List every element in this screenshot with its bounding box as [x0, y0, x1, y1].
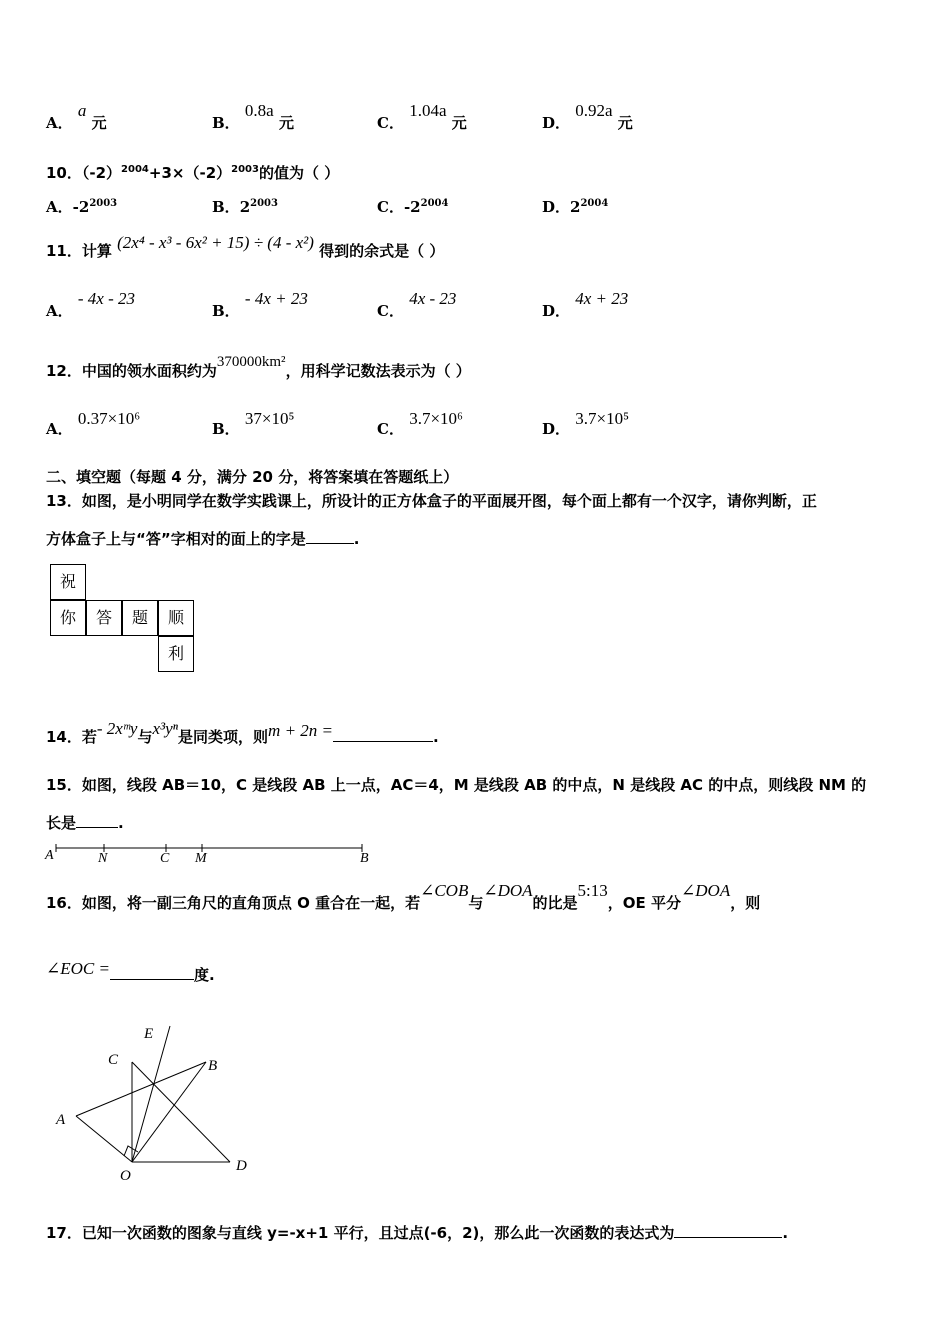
q10-option-c [377, 196, 448, 217]
q9-option-a [46, 101, 107, 133]
angle-doa-2: ∠DOA [681, 881, 731, 900]
option-unit: 元 [91, 114, 107, 132]
q15-end: . [118, 814, 124, 832]
net-cell-row: 题 [122, 600, 158, 636]
answer-blank[interactable] [333, 727, 433, 742]
q16-prefix: 16．如图，将一副三角尺的直角顶点 O 重合在一起，若 [46, 894, 421, 912]
answer-blank[interactable] [76, 813, 118, 828]
option-unit: 元 [617, 114, 633, 132]
question-number: 10． [46, 164, 82, 182]
q11-option-d [542, 289, 629, 321]
point-label-m: M [195, 851, 207, 866]
triangle-figure [50, 1020, 280, 1190]
option-label: B． [212, 420, 240, 438]
q14-mid: 与 [137, 728, 153, 746]
option-exp: 2004 [580, 198, 609, 209]
option-base: -2 [403, 198, 421, 216]
q9-option-c [377, 101, 467, 133]
line-cd [132, 1062, 230, 1162]
label-a: A [56, 1112, 66, 1128]
net-cell-row: 答 [86, 600, 122, 636]
angle-doa: ∠DOA [483, 881, 533, 900]
q11-suffix: 得到的余式是（ ） [319, 242, 445, 260]
q17-end: . [782, 1224, 789, 1242]
q14-suffix: 是同类项，则 [178, 728, 269, 746]
question-number: 12．中国的领水面积约为 [46, 362, 217, 380]
option-exp: 2003 [89, 198, 118, 209]
q11-option-a [46, 289, 135, 321]
q10-part: （-2） [81, 164, 122, 182]
option-expr: 0.8a [244, 101, 274, 120]
option-expr: 37×10⁵ [244, 409, 295, 428]
net-cell-bottom: 利 [158, 636, 194, 672]
option-label: A． [46, 302, 73, 320]
q15-text: 长是 [46, 814, 77, 832]
point-label-b: B [360, 851, 369, 866]
question-12 [46, 354, 471, 381]
segment-figure [44, 842, 384, 866]
option-expr: 4x + 23 [575, 289, 629, 308]
answer-blank[interactable] [674, 1223, 782, 1238]
option-expr: 0.37×10⁶ [77, 409, 141, 428]
option-label: A． [46, 198, 73, 216]
label-b: B [208, 1058, 218, 1074]
question-11 [46, 233, 445, 261]
q16-ratio: 5:13 [577, 881, 608, 900]
question-16-line2 [46, 959, 215, 985]
option-label: C． [377, 420, 404, 438]
question-17 [46, 1222, 788, 1243]
q13-end: . [353, 530, 360, 548]
question-10 [46, 162, 339, 183]
q12-suffix: ，用科学记数法表示为（ ） [285, 362, 471, 380]
option-label: D． [542, 114, 571, 132]
q12-option-a [46, 409, 141, 439]
q16-mid: 与 [468, 894, 484, 912]
net-cell-top: 祝 [50, 564, 86, 600]
question-13-line2 [46, 528, 359, 549]
question-14 [46, 719, 439, 747]
question-16 [46, 881, 761, 913]
option-label: B． [212, 114, 240, 132]
q17-text: 17．已知一次函数的图象与直线 y=-x+1 平行，且过点(-6，2)，那么此一次函数的表达式为 [46, 1224, 675, 1242]
option-expr: 1.04a [409, 101, 447, 120]
q12-area: 370000km² [216, 354, 286, 370]
net-cell-row: 你 [50, 600, 86, 636]
q12-option-d [542, 409, 630, 439]
angle-cob: ∠COB [420, 881, 469, 900]
line-oe [132, 1026, 170, 1162]
option-unit: 元 [451, 114, 467, 132]
option-expr: 4x - 23 [409, 289, 457, 308]
point-label-a: A [45, 848, 54, 863]
question-number: 11．计算 [46, 242, 112, 260]
q13-text: 方体盒子上与“答”字相对的面上的字是 [46, 530, 306, 548]
option-unit: 元 [278, 114, 294, 132]
q14-term2: x³yⁿ [152, 719, 179, 738]
q10-part: +3×（-2） [148, 164, 232, 182]
option-exp: 2004 [420, 198, 449, 209]
option-expr: 3.7×10⁵ [575, 409, 630, 428]
q11-option-c [377, 289, 457, 321]
q14-prefix: 14．若 [46, 728, 97, 746]
option-base: -2 [72, 198, 90, 216]
option-label: D． [542, 420, 571, 438]
q16-unit: 度. [193, 966, 215, 984]
option-exp: 2003 [250, 198, 278, 209]
q14-expression: m + 2n = [268, 721, 334, 740]
point-label-n: N [98, 851, 108, 866]
label-d: D [236, 1158, 247, 1174]
option-label: C． [377, 302, 404, 320]
option-base: 2 [570, 198, 581, 216]
point-label-c: C [160, 851, 170, 866]
q11-option-b [212, 289, 308, 321]
q16-oe: ，OE 平分 [607, 894, 682, 912]
option-label: A． [46, 420, 73, 438]
question-13-line1: 13．如图，是小明同学在数学实践课上，所设计的正方体盒子的平面展开图，每个面上都有一个汉字，请你判断，正 [46, 492, 817, 510]
q11-expression: (2x⁴ - x³ - 6x² + 15) ÷ (4 - x²) [117, 233, 314, 252]
option-expr: 0.92a [575, 101, 613, 120]
label-c: C [108, 1052, 119, 1068]
label-o: O [120, 1168, 131, 1184]
q10-exponent: 2003 [231, 164, 259, 175]
q16-then: ，则 [730, 894, 761, 912]
angle-eoc: ∠EOC = [46, 959, 110, 978]
option-base: 2 [239, 198, 251, 216]
q10-option-d [542, 196, 608, 217]
option-label: D． [542, 302, 571, 320]
option-expr: - 4x - 23 [77, 289, 135, 308]
option-label: B． [212, 302, 240, 320]
q10-exponent: 2004 [121, 164, 149, 175]
line-oa [76, 1116, 132, 1162]
option-label: C． [377, 114, 404, 132]
option-label: C． [377, 198, 404, 216]
q10-option-a [46, 196, 117, 217]
option-label: D． [542, 198, 571, 216]
q9-option-d [542, 101, 633, 133]
label-e: E [144, 1026, 154, 1042]
net-cell-row: 顺 [158, 600, 194, 636]
q12-option-c [377, 409, 463, 439]
q12-option-b [212, 409, 295, 439]
q10-option-b [212, 196, 278, 217]
q16-ratio-text: 的比是 [532, 894, 578, 912]
q14-term1: - 2xᵐy [96, 719, 138, 738]
section-2-heading: 二、填空题（每题 4 分，满分 20 分，将答案填在答题纸上） [46, 468, 459, 486]
question-15-line2 [46, 812, 124, 833]
option-label: B． [212, 198, 240, 216]
question-15-line1: 15．如图，线段 AB＝10，C 是线段 AB 上一点，AC＝4，M 是线段 AB 的中点，N 是线段 AC 的中点，则线段 NM 的 [46, 776, 867, 794]
option-expr: a [77, 101, 87, 120]
answer-blank[interactable] [110, 965, 194, 980]
answer-blank[interactable] [306, 529, 354, 544]
option-expr: - 4x + 23 [244, 289, 308, 308]
q9-option-b [212, 101, 294, 133]
option-expr: 3.7×10⁶ [409, 409, 463, 428]
q10-part: 的值为（ ） [258, 164, 340, 182]
option-label: A． [46, 114, 73, 132]
q14-end: . [433, 728, 439, 746]
